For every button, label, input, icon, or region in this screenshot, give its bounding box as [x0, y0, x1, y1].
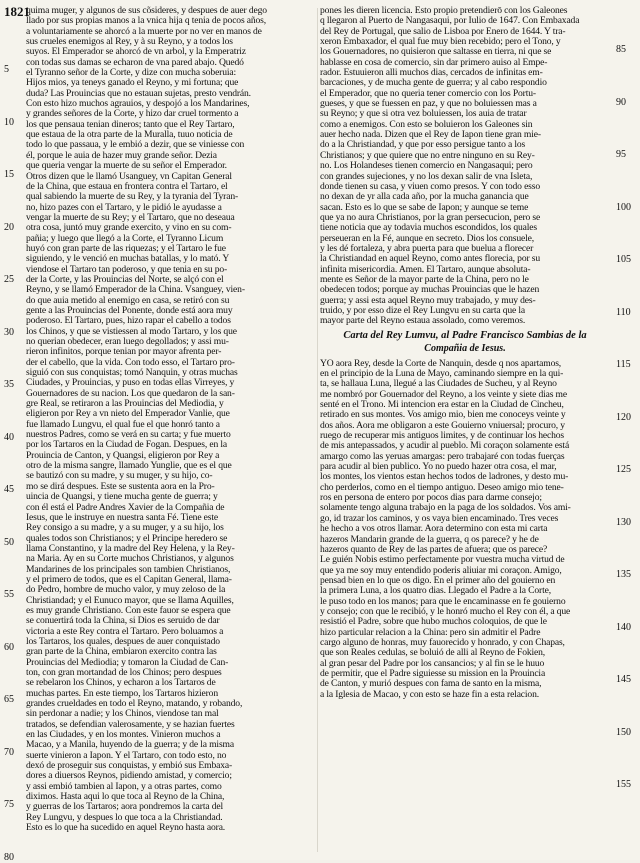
text-line: perseueran en la Fé, aunque en secreto. Dios los consuele,: [320, 233, 535, 244]
text-line: Reyno, y se llamó Emperador de la China. Vsanguey, vien-: [26, 285, 245, 296]
text-line: Esto es lo que ha sucedido en aquel Reyno hasta aora.: [26, 823, 226, 834]
text-line: xeron Embaxador, el qual fue muy bien recebido; pero el Tono, y: [320, 37, 561, 48]
text-line: todo lo que passaua, y le embió a dezir, que se viniesse con: [26, 140, 245, 151]
text-line: con grandes sujeciones, y no los dexan salir de vna Isleta,: [320, 171, 533, 182]
line-number: 105: [616, 254, 631, 265]
line-number: 85: [616, 44, 626, 55]
text-line: me nombró por Gouernador del Reyno, a los veinte y siete dias me: [320, 389, 567, 400]
text-line: solamente tengo alguna trabajo en la paga de los soldados. Vos ami-: [320, 503, 571, 514]
text-line: siguiendo, y le venció en muchas batallas, y lo mató. Y: [26, 254, 230, 265]
text-line: q llegaron al Puerto de Nangasaqui, por Iulio de 1647. Con Embaxada: [320, 16, 580, 27]
text-line: Iesus, que le instruye en nuestra santa Fé. Tiene este: [26, 512, 218, 523]
text-line: al gran pesar del Padre por los cansancios; y al fin se le huuo: [320, 658, 545, 669]
text-line: dores a diuersos Reynos, pidiendo amistad, y comercio;: [26, 771, 232, 782]
text-line: por los Tartaros en la Ciudad de Fogan. Despues, en la: [26, 440, 227, 451]
text-line: como a enemigos. Con esto se boluieron los Galeones sin: [320, 119, 533, 130]
text-line: na Maria. Ay en su Corte muchos Christianos, y algunos: [26, 554, 234, 565]
line-number: 110: [616, 306, 631, 318]
line-number: 5: [4, 64, 9, 75]
text-line: que queria vengar la muerte de su señor el Emperador.: [26, 161, 227, 172]
text-line: pones les dieren licencia. Esto propio pretendierō con los Galeones: [320, 6, 568, 16]
left-line-numbers: [0, 0, 26, 863]
text-line: que ya no aura Christianos, por la gran persecucion, pero se: [320, 212, 541, 223]
text-line: Hijos mios, ya teneys ganado el Reyno, y mi fortuna; que: [26, 78, 239, 89]
text-line: tiene noticia que ay todavia muchos escondidos, los quales: [320, 223, 537, 234]
line-number: 70: [4, 746, 14, 758]
text-line: hazeros Mandarin grande de la guerra, q os parece? y he de: [320, 534, 539, 545]
line-number: 140: [616, 621, 631, 633]
text-line: go, id trazar los caminos, y os vaya bien encaminado. Tres veces: [320, 513, 559, 524]
line-number: 65: [4, 694, 14, 705]
text-line: no querian obedecer, eran luego degollados; y assi mu-: [26, 337, 229, 347]
text-line: viendose el Tartaro tan poderoso, y que tenia en su po-: [26, 264, 228, 275]
text-line: Le guién Nobis estimo perfectamente por vuestra mucha virtud de: [320, 555, 565, 566]
text-line: gueses, y que se fuessen en paz, y que no boluiessen mas a: [320, 99, 537, 110]
text-line: de mis antepassados, y acudir al pueblo. Mi coraçon solamente está: [320, 441, 570, 452]
line-number: 60: [4, 641, 14, 653]
letter-heading: Carta del Rey Lumvu, al Padre Francisco Sambias de la: [343, 329, 587, 341]
text-line: quima muger, y algunos de sus cõsideres, y despues de auer dego: [26, 6, 267, 16]
text-line: he hecho a vos otros llamar. Aora determino con esta mi carta: [320, 524, 548, 535]
right-column-top-text: [320, 6, 610, 327]
text-line: en las Ciudades, y en los montes. Vinieron muchos a: [26, 730, 221, 741]
text-line: los montes, los vientos estan hechos todos de ladrones, y desto mu-: [320, 472, 569, 483]
text-line: cho perderlos, como en el tiempo antiguo. Deseo amigo mio tene-: [320, 482, 564, 493]
text-line: y el primero de todos, que es el Capitan General, llama-: [26, 574, 232, 585]
text-line: eligieron por Rey a vn nieto del Emperador Vanlie, que: [26, 409, 230, 420]
text-line: la Christiandad en aquel Reyno, como antes florecia, por su: [320, 254, 540, 265]
text-line: gran parte de la China, embiaron exercito contra las: [26, 647, 217, 658]
text-line: truido, y por esso dize el Rey Lungvu en su carta que la: [320, 305, 526, 316]
text-line: la primera Luna, a los quatro dias. Llegado el Padre a la Corte,: [320, 586, 551, 597]
text-line: y les dé fortaleza, y abra puerta para que buelua a florecer: [320, 243, 534, 254]
line-number: 20: [4, 221, 14, 233]
text-line: quales todos son Christianos; y el Principe heredero se: [26, 533, 228, 544]
text-line: poderoso. El Tartaro, pues, hizo rapar el cabello a todos: [26, 316, 231, 327]
line-number: 15: [4, 169, 14, 180]
line-number: 75: [4, 799, 14, 810]
right-column: [320, 6, 610, 854]
text-line: se rebelaron los Chinos, y echaron a los Tartaros de: [26, 678, 216, 689]
text-line: sus crueles enemigos al Rey, y à su Reyno, y a todos los: [26, 37, 233, 48]
line-number: 45: [4, 484, 14, 495]
text-line: fue llamado Lungvu, el qual fue el que honró tanto a: [26, 419, 220, 430]
text-line: nuestros Padres, como se verá en su carta; y fue muerto: [26, 430, 231, 441]
text-line: rieron infinitos, porque tenian por mayor afrenta per-: [26, 347, 222, 358]
line-number: 130: [616, 516, 631, 528]
text-line: con él está el Padre Andres Xavier de la Compañia de: [26, 502, 225, 513]
text-line: su Reyno; y que si otra vez boluiessen, los auia de tratar: [320, 109, 527, 120]
line-number: 145: [616, 674, 631, 685]
text-line: do a la Christiandad, y que por esso persigue tanto a los: [320, 140, 526, 151]
text-line: dos años. Aora me obligaron a este Gouierno vniuersal; procuro, y: [320, 420, 565, 431]
line-number: 80: [4, 851, 14, 863]
line-number: 135: [616, 569, 631, 580]
text-line: que son Reales cedulas, se boluió de alli al Reyno de Fokien,: [320, 648, 546, 659]
line-number: 35: [4, 379, 14, 390]
text-line: los Tartaros, los quales, despues de auer conquistado: [26, 636, 220, 647]
text-line: Macao, y a Manila, huyendo de la guerra; y de la misma: [26, 740, 234, 751]
text-line: siguió con sus conquistas; tomó Nanquin, y otras muchas: [26, 368, 238, 379]
text-line: senté en el Trono. Mi intencion era estar en la Ciudad de Cincheu,: [320, 400, 564, 411]
text-line: sacan. Esto es lo que se sabe de Iapon; y aunque se teme: [320, 202, 529, 213]
text-line: cargo alguno de honras, muy fauorecido y honrado, y con Chapas,: [320, 637, 565, 648]
line-number: 25: [4, 274, 14, 285]
text-line: Christiandad; y el Eunuco mayor, que se llama Aquilles,: [26, 595, 234, 606]
text-line: ros en persona de entero por pocos dias para darme consejo;: [320, 493, 542, 504]
text-line: Rey consigo a su madre, y a su muger, y a su hijo, los: [26, 523, 224, 534]
letter-subheading: Compañia de Iesus.: [424, 342, 506, 354]
text-line: los Gouernadores, no quisieron que saltasse en tierra, ni que se: [320, 47, 552, 58]
text-line: do que auia metido al enemigo en casa, se retiró con su: [26, 295, 230, 306]
text-line: el Emperador, que no queria tener comercio con los Portu-: [320, 88, 536, 99]
text-line: Con esto hizo muchos agrauios, y despojó a los Mandarines,: [26, 99, 250, 110]
left-column: [26, 6, 316, 854]
line-number: 95: [616, 149, 626, 160]
line-number: 90: [616, 96, 626, 108]
text-line: vengar la muerte de su Rey; y el Tartaro, que no deseaua: [26, 212, 235, 223]
text-line: para acudir al bien publico. Yo no puedo hazer otra cosa, el mar,: [320, 462, 557, 473]
text-line: que estaua de la otra parte de la Muralla, tuuo noticia de: [26, 130, 233, 141]
line-number: 55: [4, 589, 14, 600]
line-number: 125: [616, 464, 631, 475]
text-line: Christianos; y que quiere que no entre ninguno en su Rey-: [320, 150, 535, 161]
text-line: diximos. Hasta aqui lo que toca al Reyno de la China,: [26, 792, 225, 803]
letter-text: [320, 359, 610, 700]
text-line: se conuertirá toda la China, si Dios es seruido de dar: [26, 616, 220, 627]
line-number: 155: [616, 779, 631, 790]
line-number: 10: [4, 116, 14, 128]
text-line: Mandarines de los principales son tambien Christianos,: [26, 564, 231, 575]
text-line: tratados, se defendian valerosamente, y se hazian fuertes: [26, 719, 235, 730]
text-line: obedecen todos; porque ay muchas Prouincias que le hazen: [320, 285, 540, 296]
text-line: mente es Señor de la mayor parte de la China, pero no le: [320, 274, 529, 285]
text-line: los Chinos, y que se vistiessen al modo Tartaro, y los que: [26, 326, 237, 337]
text-line: huyó con gran parte de las riquezas; y el Tartaro le fue: [26, 243, 226, 254]
text-line: del Rey de Portugal, que salio de Lisboa por Enero de 1644. Y tra-: [320, 26, 566, 37]
text-line: resistió el Padre, sobre que hubo muchos coloquios, de que le: [320, 617, 547, 628]
text-line: Prouincias del Mediodia; y tomaron la Ciudad de Can-: [26, 657, 229, 668]
text-line: gente a las Prouincias del Ponente, donde está aora muy: [26, 305, 233, 316]
text-line: muchas partes. En este tiempo, los Tartaros hizieron: [26, 688, 218, 699]
text-line: no. Los Holandeses tienen comercio en Nangasaqui; pero: [320, 161, 533, 172]
text-line: suerte vinieron a Iapon. Y el Tartaro, con todo esto, no: [26, 750, 227, 761]
text-line: de la China, que estaua en frontera contra el Tartaro, el: [26, 181, 228, 192]
text-line: der el cabello, que la vida. Con todo esso, el Tartaro pro-: [26, 357, 235, 368]
text-line: de permitir, que el Padre siguiesse su mission en la Prouincia: [320, 668, 546, 679]
text-line: pensad bien en lo que os digo. En el primer año del gouierno en: [320, 575, 556, 586]
text-line: barcaciones, y de mucha gente de guerra; y al cabo respondio: [320, 78, 547, 89]
text-line: mayor parte del Reyno estaua assolado, como veremos.: [320, 316, 526, 327]
text-line: y assi embió tambien al Iapon, y a otras partes, como: [26, 781, 222, 792]
text-line: hablasse en cosa de comercio, sin dar primero auiso al Empe-: [320, 57, 548, 68]
text-line: sin perdonar a nadie; y los Chinos, viendose tan mal: [26, 709, 219, 720]
text-line: Otros dizen que le llamó Usanguey, vn Capitan General: [26, 171, 232, 182]
text-line: ton, con gran mortandad de los Chinos; pero despues: [26, 668, 222, 678]
line-number: 30: [4, 326, 14, 338]
text-line: es muy grande Christiano. Con este fauor se espera que: [26, 605, 231, 616]
text-line: con todas sus damas se echaron de vna pared abajo. Quedó: [26, 57, 244, 68]
text-line: pañia; y luego que llegó a la Corte, el Tyranno Licum: [26, 233, 224, 244]
text-line: los que pensaua tenian dineros; tanto que el Rey Tartaro,: [26, 119, 235, 130]
text-line: do Pedro, hombre de mucho valor, y muy zeloso de la: [26, 585, 226, 596]
text-line: se bautizó con su madre, y su muger, y su hijo, co-: [26, 471, 213, 482]
line-number: 100: [616, 201, 631, 213]
text-line: en el principio de la Luna de Mayo, caminando siempre en la qui-: [320, 369, 564, 379]
text-line: der la Corte, y las Prouincias del Norte, se alçó con el: [26, 274, 224, 285]
line-number: 40: [4, 431, 14, 443]
text-line: de Canton, y murió despues con fama de santo en la misma,: [320, 679, 542, 690]
text-line: ta, se hallaua Luna, llegué a las Ciudades de Sucheu, y al Reyno: [320, 379, 557, 390]
text-line: grandes crueldades en todo el Reyno, matando, y robando,: [26, 699, 243, 710]
text-line: llado por sus propias manos a la vnica hija q tenia de pocos años,: [26, 16, 267, 27]
text-line: el Tyranno señor de la Corte, y dize con mucha soberuia:: [26, 68, 237, 79]
text-line: uincia de Quangsi, y tiene mucha gente de guerra; y: [26, 492, 218, 503]
text-line: amargo como las yeruas amargas: pero trabajaré con todas fuerças: [320, 451, 565, 462]
text-line: duda? Las Prouincias que no estauan sujetas, presto vendrán.: [26, 88, 251, 99]
text-line: hazeros quanto de Rey de las partes de afuera; que os parece?: [320, 544, 548, 555]
text-line: él, porque le auia de hazer muy grande señor. Dezia: [26, 150, 217, 161]
text-line: retirado en sus montes. Vos amigo mio, bien me conoceys veinte y: [320, 410, 566, 421]
text-line: hizo particular relacion a la China: pero sin admitir el Padre: [320, 627, 541, 638]
text-line: suyos. El Emperador se ahorcó de vn arbol, y la Emperatriz: [26, 47, 246, 58]
text-line: le puso todo en los manos; para que le encaminasse en fe gouierno: [320, 596, 566, 607]
text-line: Prouincia de Canton, y Quangsi, eligieron por Rey a: [26, 450, 220, 461]
text-line: a la Iglesia de Macao, y con esto se haze fin a esta relacion.: [320, 689, 539, 700]
text-line: y consejo; con que le recibió, y le honró mucho el Rey con él, a que: [320, 606, 571, 617]
text-line: mo se dirá despues. Este se sustenta aora en la Pro-: [26, 481, 215, 492]
column-divider: [317, 8, 318, 852]
text-line: auer hecho nada. Dizen que el Rey de Iapon tiene gran mie-: [320, 130, 541, 141]
text-line: qual sabiendo la muerte de su Rey, y la tyrania del Tyran-: [26, 192, 239, 203]
text-line: victoria a este Rey contra el Tartaro. Pero boluamos a: [26, 626, 224, 637]
line-number: 120: [616, 411, 631, 423]
text-line: que ya me soy muy entendido poderis aliuiar mi coraçon. Amigo,: [320, 565, 562, 576]
text-line: no, hizo pazes con el Tartaro, y le pidió le ayudasse a: [26, 202, 222, 213]
text-line: gre Real, se retiraron a las Prouincias del Mediodia, y: [26, 399, 224, 410]
text-line: Ciudades, y Prouincias, y puso en todas ellas Virreyes, y: [26, 378, 235, 389]
text-line: y guerras de los Tartaros; aora pondremos la carta del: [26, 802, 223, 813]
text-line: llama Constantino, y la madre del Rey Helena, y la Rey-: [26, 543, 235, 554]
text-line: dexó de proseguir sus conquistas, y embió sus Embaxa-: [26, 761, 233, 772]
text-line: otro de la misma sangre, llamado Yunglie, que es el que: [26, 461, 232, 472]
text-line: guerra; y assi esta aquel Reyno muy trabajado, y muy des-: [320, 295, 536, 306]
text-line: infinita misericordia. Amen. El Tartaro, aunque absoluta-: [320, 264, 531, 275]
text-line: YO aora Rey, desde la Corte de Nanquin, desde q nos apartamos,: [320, 358, 562, 369]
text-line: a voluntariamente se ahorcó a la muerte por no ver en manos de: [26, 26, 262, 37]
right-line-numbers: [612, 0, 638, 860]
text-line: otra cosa, juntó muy grande exercito, y vino en su com-: [26, 223, 232, 234]
page-number: 1821: [4, 4, 30, 19]
text-line: donde tienen su casa, y viuen como presos. Y con todo esso: [320, 181, 540, 192]
line-number: 50: [4, 536, 14, 548]
line-number: 115: [616, 359, 631, 370]
text-line: no dexan de yr alla cada año, por la mucha ganancia que: [320, 192, 529, 203]
text-line: Rey Lungvu, y despues lo que toca a la Christiandad.: [26, 812, 223, 823]
text-line: ruego de recuperar mis antiguos limites, y de continuar los hechos: [320, 431, 564, 442]
text-line: y grandes señores de la Corte, y hizo dar cruel tormento a: [26, 109, 239, 120]
line-number: 150: [616, 726, 631, 738]
text-line: Gouernadores de su nacion. Los que quedaron de la san-: [26, 388, 235, 399]
text-line: rador. Estuuieron alli muchos dias, cercados de infinitas em-: [320, 68, 543, 79]
